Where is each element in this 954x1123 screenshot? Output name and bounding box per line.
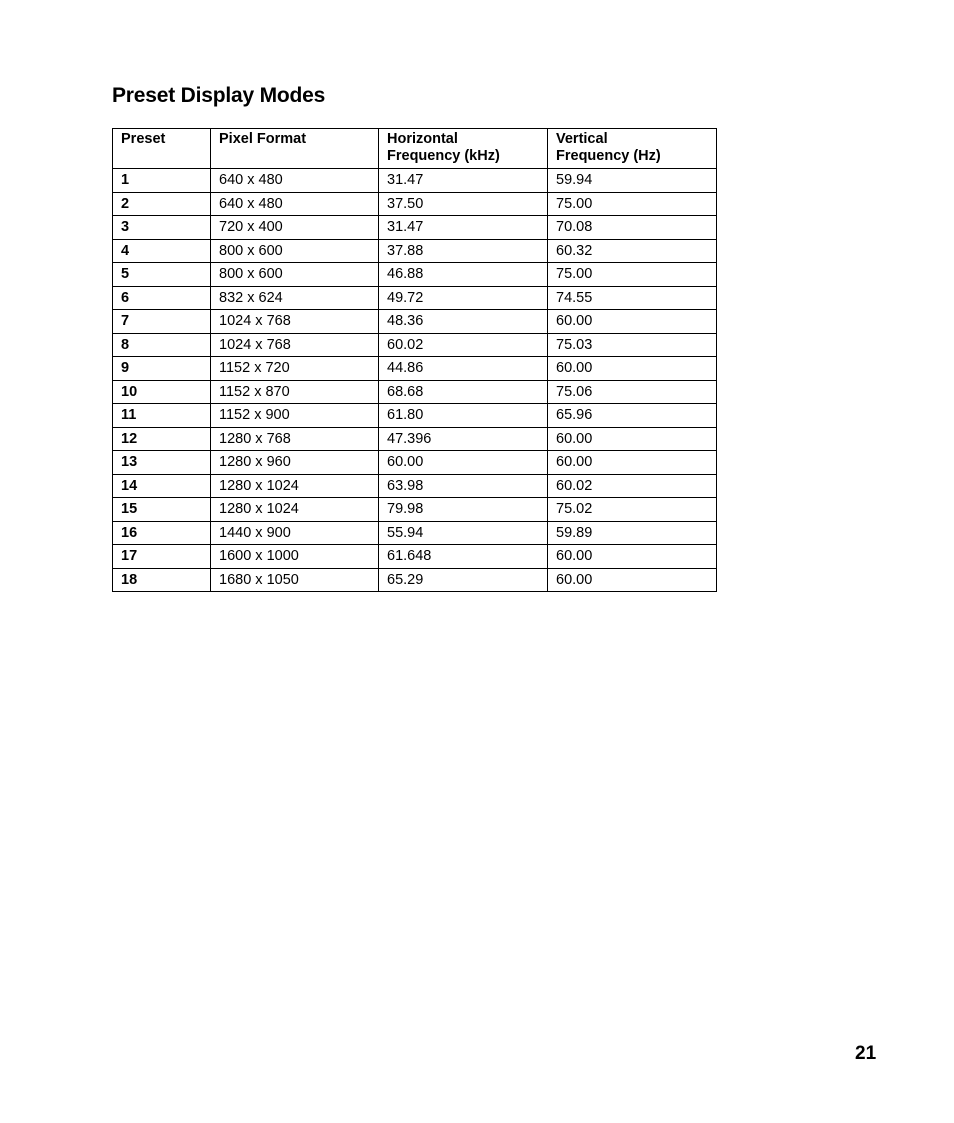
horizontal-frequency-cell: 31.47 (379, 169, 548, 193)
table-row (113, 216, 717, 240)
horizontal-frequency-cell: 31.47 (379, 216, 548, 240)
vertical-frequency-cell: 75.03 (548, 333, 717, 357)
horizontal-frequency-cell: 60.00 (379, 451, 548, 475)
preset-cell: 10 (113, 380, 211, 404)
vertical-frequency-cell: 60.02 (548, 474, 717, 498)
table-row (113, 427, 717, 451)
horizontal-frequency-cell: 44.86 (379, 357, 548, 381)
vertical-frequency-cell: 75.00 (548, 192, 717, 216)
pixel-format-cell: 1152 x 870 (211, 380, 379, 404)
page-title: Preset Display Modes (112, 84, 326, 107)
pixel-format-cell: 1680 x 1050 (211, 568, 379, 592)
preset-cell: 8 (113, 333, 211, 357)
horizontal-frequency-cell: 37.88 (379, 239, 548, 263)
pixel-format-cell: 640 x 480 (211, 169, 379, 193)
preset-cell: 17 (113, 545, 211, 569)
vertical-frequency-cell: 60.00 (548, 310, 717, 334)
pixel-format-cell: 1600 x 1000 (211, 545, 379, 569)
header-vertical-frequency (548, 129, 717, 169)
table-row (113, 192, 717, 216)
header-vertical-frequency-line1: Vertical (556, 131, 608, 147)
pixel-format-cell: 1280 x 1024 (211, 474, 379, 498)
preset-display-modes-table (112, 128, 717, 592)
preset-cell: 14 (113, 474, 211, 498)
preset-cell: 13 (113, 451, 211, 475)
vertical-frequency-cell: 60.00 (548, 451, 717, 475)
horizontal-frequency-cell: 65.29 (379, 568, 548, 592)
pixel-format-cell: 640 x 480 (211, 192, 379, 216)
horizontal-frequency-cell: 55.94 (379, 521, 548, 545)
vertical-frequency-cell: 60.00 (548, 357, 717, 381)
horizontal-frequency-cell: 79.98 (379, 498, 548, 522)
header-horizontal-frequency-line1: Horizontal (387, 131, 458, 147)
preset-cell: 16 (113, 521, 211, 545)
table-body (113, 169, 717, 592)
pixel-format-cell: 1440 x 900 (211, 521, 379, 545)
table-header-row (113, 129, 717, 169)
table-row (113, 474, 717, 498)
vertical-frequency-cell: 75.06 (548, 380, 717, 404)
vertical-frequency-cell: 70.08 (548, 216, 717, 240)
horizontal-frequency-cell: 49.72 (379, 286, 548, 310)
table-row (113, 568, 717, 592)
page-number: 21 (855, 1043, 877, 1064)
vertical-frequency-cell: 60.00 (548, 427, 717, 451)
pixel-format-cell: 1280 x 960 (211, 451, 379, 475)
vertical-frequency-cell: 59.94 (548, 169, 717, 193)
header-horizontal-frequency-line2: Frequency (kHz) (387, 148, 500, 164)
vertical-frequency-cell: 60.00 (548, 568, 717, 592)
preset-cell: 18 (113, 568, 211, 592)
table-row (113, 380, 717, 404)
header-preset: Preset (113, 129, 211, 169)
header-pixel-format: Pixel Format (211, 129, 379, 169)
table-row (113, 310, 717, 334)
vertical-frequency-cell: 74.55 (548, 286, 717, 310)
preset-cell: 1 (113, 169, 211, 193)
vertical-frequency-cell: 65.96 (548, 404, 717, 428)
preset-cell: 9 (113, 357, 211, 381)
horizontal-frequency-cell: 61.80 (379, 404, 548, 428)
pixel-format-cell: 1024 x 768 (211, 310, 379, 334)
horizontal-frequency-cell: 48.36 (379, 310, 548, 334)
preset-cell: 7 (113, 310, 211, 334)
horizontal-frequency-cell: 47.396 (379, 427, 548, 451)
table-row (113, 263, 717, 287)
vertical-frequency-cell: 75.02 (548, 498, 717, 522)
pixel-format-cell: 1152 x 900 (211, 404, 379, 428)
pixel-format-cell: 1280 x 768 (211, 427, 379, 451)
preset-cell: 3 (113, 216, 211, 240)
horizontal-frequency-cell: 37.50 (379, 192, 548, 216)
preset-cell: 4 (113, 239, 211, 263)
horizontal-frequency-cell: 63.98 (379, 474, 548, 498)
header-vertical-frequency-line2: Frequency (Hz) (556, 148, 661, 164)
vertical-frequency-cell: 59.89 (548, 521, 717, 545)
preset-cell: 15 (113, 498, 211, 522)
preset-cell: 2 (113, 192, 211, 216)
table-row (113, 286, 717, 310)
vertical-frequency-cell: 60.32 (548, 239, 717, 263)
pixel-format-cell: 1152 x 720 (211, 357, 379, 381)
pixel-format-cell: 832 x 624 (211, 286, 379, 310)
vertical-frequency-cell: 75.00 (548, 263, 717, 287)
table-row (113, 239, 717, 263)
table-row (113, 545, 717, 569)
horizontal-frequency-cell: 61.648 (379, 545, 548, 569)
pixel-format-cell: 800 x 600 (211, 239, 379, 263)
table-row (113, 169, 717, 193)
table-row (113, 521, 717, 545)
horizontal-frequency-cell: 68.68 (379, 380, 548, 404)
horizontal-frequency-cell: 60.02 (379, 333, 548, 357)
preset-cell: 6 (113, 286, 211, 310)
pixel-format-cell: 720 x 400 (211, 216, 379, 240)
table-row (113, 498, 717, 522)
horizontal-frequency-cell: 46.88 (379, 263, 548, 287)
table-row (113, 451, 717, 475)
preset-cell: 11 (113, 404, 211, 428)
vertical-frequency-cell: 60.00 (548, 545, 717, 569)
pixel-format-cell: 800 x 600 (211, 263, 379, 287)
preset-cell: 5 (113, 263, 211, 287)
pixel-format-cell: 1024 x 768 (211, 333, 379, 357)
pixel-format-cell: 1280 x 1024 (211, 498, 379, 522)
table-row (113, 357, 717, 381)
table-row (113, 404, 717, 428)
header-horizontal-frequency (379, 129, 548, 169)
table-row (113, 333, 717, 357)
preset-cell: 12 (113, 427, 211, 451)
